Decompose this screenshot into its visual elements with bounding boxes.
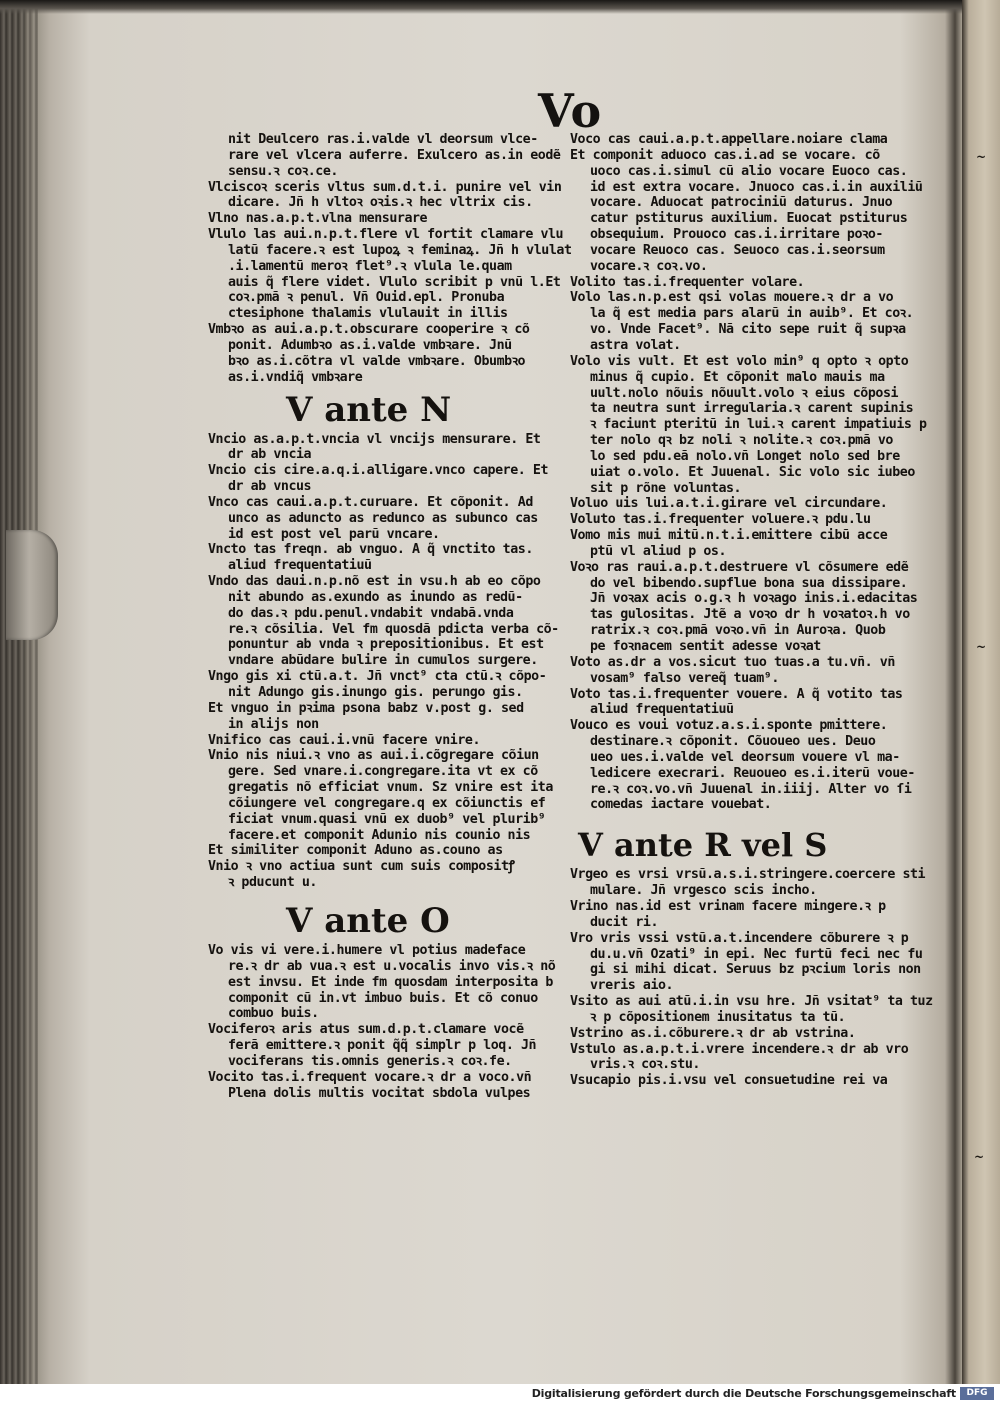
- text-line: tas gulositas. Jtẽ a voꝛo dr h voꝛatoꝛ.h vo: [590, 607, 910, 623]
- section-heading-v-ante-n: V ante N: [286, 389, 452, 430]
- text-line: nit Deulcero ras.i.valde vl deorsum vlce-: [228, 132, 538, 147]
- text-line: nit abundo as.exundo as inundo as redũ-: [228, 589, 523, 605]
- text-line: Et similiter componit Aduno as.couno as: [208, 843, 503, 859]
- left-block-3: [208, 942, 566, 1101]
- text-line: ponuntur ab vnda ꝛ prepositionibus. Et est: [228, 637, 544, 653]
- text-line: Voꝛo ras raui.a.p.t.destruere vl cõsumere edẽ: [570, 559, 909, 575]
- text-line: do vel bibendo.supflue bona sua dissipare.: [590, 575, 908, 591]
- text-line: id est extra vocare. Jnuoco cas.i.in auxiliũ: [590, 179, 923, 195]
- text-line: ꝛ faciunt pteritũ in lui.ꝛ carent impatiuis p: [590, 417, 927, 433]
- text-line: ter nolo qꝛ bz noli ꝛ nolite.ꝛ coꝛ.pmã vo: [590, 433, 893, 449]
- text-line: Vomo mis mui mitũ.n.t.i.emittere cibũ acce: [570, 528, 888, 544]
- text-line: Vncio as.a.p.t.vncia vl vncijs mensurare. Et: [208, 431, 541, 447]
- text-line: Vngo gis xi ctũ.a.t. Jñ vnct⁹ cta ctũ.ꝛ cõpo-: [208, 669, 547, 685]
- text-line: Vnio ꝛ vno actiua sunt cum suis compositꝭ: [208, 859, 515, 875]
- text-line: Vlno nas.a.p.t.vlna mensurare: [208, 211, 428, 227]
- text-line: id est post vel parũ vncare.: [228, 526, 440, 542]
- footer-bar: [0, 1384, 1000, 1404]
- text-line: vocare Reuoco cas. Seuoco cas.i.seorsum: [590, 242, 885, 258]
- text-line: Vo vis vi vere.i.humere vl potius madeface: [208, 942, 526, 958]
- text-line: vreris aio.: [590, 978, 674, 994]
- text-line: Et vnguo in pꝛima psona babz v.post g. sed: [208, 700, 524, 716]
- text-line: Voluto tas.i.frequenter voluere.ꝛ pdu.lu: [570, 512, 871, 528]
- text-line: uult.nolo nõuis nõuult.volo ꝛ eius cõposi: [590, 385, 899, 401]
- text-line: ficiat vnum.quasi vnũ ex duob⁹ vel plurib⁹: [228, 811, 546, 827]
- text-line: Vnifico cas caui.i.vnũ facere vnire.: [208, 732, 480, 748]
- text-line: gere. Sed vnare.i.congregare.ita vt ex cõ: [228, 764, 538, 780]
- text-line: la q̃ est media pars alarũ in auib⁹. Et coꝛ.: [590, 306, 914, 322]
- text-line: Voco cas caui.a.p.t.appellare.noiare clama: [570, 132, 888, 147]
- text-line: vo. Vnde Facet⁹. Nã cito sepe ruit q̃ supꝛa: [590, 322, 906, 338]
- text-line: ponit. Adumbꝛo as.i.valde vmbꝛare. Jnũ: [228, 337, 512, 353]
- text-line: obsequium. Prouoco cas.i.irritare poꝛo-: [590, 227, 883, 243]
- text-line: vndare abũdare bulire in cumulos surgere.: [228, 653, 538, 669]
- text-line: Jñ voꝛax acis o.g.ꝛ h voꝛago inis.i.edacitas: [590, 591, 918, 607]
- text-line: comedas iactare vouebat.: [590, 797, 772, 813]
- text-line: mulare. Jñ vrgesco scis incho.: [590, 883, 817, 899]
- right-column: [570, 132, 933, 1089]
- text-line: ctesiphone thalamis vlulauit in illis: [228, 306, 508, 322]
- text-line: Voluo uis lui.a.t.i.girare vel circundare.: [570, 496, 888, 512]
- text-line: gregatis nõ efficiat vnum. Sz vnire est ita: [228, 780, 553, 796]
- text-line: coꝛ.pmã ꝛ penul. Vñ Ouid.epl. Pronuba: [228, 290, 505, 306]
- text-line: dr ab vncus: [228, 479, 312, 495]
- text-line: Vrino nas.id est vrinam facere mingere.ꝛ p: [570, 898, 886, 914]
- section-heading-v-ante-r-vel-s: V ante R vel S: [578, 826, 828, 865]
- text-line: Volo vis vult. Et est volo min⁹ q opto ꝛ opto: [570, 353, 909, 369]
- text-line: Vncio cis cire.a.q.i.alligare.vnco capere. Et: [208, 463, 548, 479]
- text-line: ledicere execrari. Reuoueo es.i.iterũ voue-: [590, 765, 915, 781]
- text-line: Voto tas.i.frequenter vouere. A q̃ votito tas: [570, 686, 903, 702]
- text-line: vocare.ꝛ coꝛ.vo.: [590, 258, 708, 274]
- text-line: vociferans tis.omnis generis.ꝛ coꝛ.fe.: [228, 1053, 512, 1069]
- text-line: vris.ꝛ coꝛ.stu.: [590, 1057, 700, 1073]
- text-line: sensu.ꝛ coꝛ.ce.: [228, 163, 338, 179]
- text-line: Vlulo las aui.n.p.t.flere vl fortit clamare vlu: [208, 227, 564, 243]
- scan-top-shadow: [0, 0, 1000, 14]
- right-block-1: [570, 132, 928, 813]
- text-line: Vlciscoꝛ sceris vltus sum.d.t.i. punire vel vin: [208, 179, 562, 195]
- running-head: Vo: [538, 84, 603, 138]
- text-line: minus q̃ cupio. Et cõponit malo mauis ma: [590, 369, 885, 385]
- footer-credit: Digitalisierung gefördert durch die Deutsche Forschungsgemeinschaft: [531, 1387, 956, 1400]
- text-line: Vsucapio pis.i.vsu vel consuetudine rei va: [570, 1073, 888, 1089]
- text-line: auis q̃ flere videt. Vlulo scribit p vnũ l.Et: [228, 274, 561, 290]
- text-line: nit Adungo gis.inungo gis. perungo gis.: [228, 685, 523, 700]
- text-line: Et componit aduoco cas.i.ad se vocare. cõ: [570, 147, 880, 163]
- text-line: Vrgeo es vrsi vrsũ.a.s.i.stringere.coercere sti: [570, 867, 926, 883]
- text-line: latũ facere.ꝛ est lupoꝝ ꝛ feminaꝝ. Jñ h vlulat: [228, 242, 572, 258]
- text-line: ferã emittere.ꝛ ponit q̃q̃ simplr p loq. Jñ: [228, 1038, 537, 1054]
- text-line: re.ꝛ cõsilia. Vel fm quosdã pdicta verba cõ-: [228, 621, 559, 637]
- text-line: astra volat.: [590, 337, 681, 353]
- text-line: .i.lamentũ meroꝛ flet⁹.ꝛ vlula le.quam: [228, 258, 512, 274]
- left-column: [208, 132, 572, 1101]
- book-page: [40, 22, 956, 1372]
- text-line: Vocito tas.i.frequent vocare.ꝛ dr a voco.vñ: [208, 1069, 532, 1085]
- left-block-2: [208, 431, 566, 891]
- text-line: Vsito as aui atũ.i.in vsu hre. Jñ vsitat⁹ ta tuz: [570, 994, 933, 1010]
- text-line: pe foꝛnacem sentit adesse voꝛat: [590, 639, 821, 654]
- text-line: Vmbꝛo as aui.a.p.t.obscurare cooperire ꝛ cõ: [208, 322, 530, 338]
- text-line: dr ab vncia: [228, 447, 312, 463]
- text-line: Volito tas.i.frequenter volare.: [570, 274, 805, 290]
- text-line: componit cũ in.vt imbuo buis. Et cõ conuo: [228, 990, 538, 1006]
- adjacent-page-edge: ~ ~ ~: [962, 0, 1000, 1384]
- text-line: ꝛ p cõpositionem inusitatus ta tũ.: [590, 1009, 846, 1025]
- text-line: Vnio nis niui.ꝛ vno as aui.i.cõgregare cõiun: [208, 748, 539, 764]
- text-line: Volo las.n.p.est qsi volas mouere.ꝛ dr a vo: [570, 290, 894, 306]
- text-line: vosam⁹ falso vereq̃ tuam⁹.: [590, 670, 779, 686]
- text-line: ratrix.ꝛ coꝛ.pmã voꝛo.vñ in Auroꝛa. Quob: [590, 623, 886, 639]
- page-edge-stack: [0, 0, 38, 1384]
- text-line: est invsu. Et inde fm quosdam interposita b: [228, 974, 553, 990]
- dfg-logo: DFG: [960, 1387, 994, 1400]
- section-heading-v-ante-o: V ante O: [286, 900, 450, 941]
- text-line: aliud frequentatiuũ: [228, 558, 372, 574]
- text-line: Vncto tas freqn. ab vnguo. A q̃ vnctito tas.: [208, 542, 533, 558]
- text-line: Vnco cas caui.a.p.t.curuare. Et cõponit. Ad: [208, 494, 533, 510]
- text-line: ducit ri.: [590, 914, 658, 930]
- right-block-2: [570, 867, 933, 1089]
- text-line: cõiungere vel congregare.q ex cõiunctis ef: [228, 795, 546, 811]
- text-line: Vstulo as.a.p.t.i.vrere incendere.ꝛ dr ab vro: [570, 1041, 909, 1057]
- text-line: ꝛ pducunt u.: [228, 875, 317, 891]
- text-line: unco as aduncto as redunco as subunco cas: [228, 510, 538, 526]
- left-block-1: [208, 132, 572, 386]
- text-line: gi si mihi dicat. Seruus bz pꝛcium loris non: [590, 962, 921, 978]
- text-line: uiat o.volo. Et Juuenal. Sic volo sic iubeo: [590, 464, 915, 480]
- text-line: Plena dolis multis vocitat sbdola vulpes: [228, 1085, 531, 1101]
- text-line: Vstrino as.i.cõburere.ꝛ dr ab vstrina.: [570, 1025, 856, 1041]
- text-line: uoco cas.i.simul cũ alio vocare Euoco cas.: [590, 163, 908, 179]
- text-line: Vociferoꝛ aris atus sum.d.p.t.clamare vocẽ: [208, 1022, 524, 1038]
- text-line: aliud frequentatiuũ: [590, 702, 734, 718]
- text-line: vocare. Aduocat patrociniũ daturus. Jnuo: [590, 195, 893, 211]
- text-line: in alijs non: [228, 716, 319, 732]
- text-line: as.i.vndiq̃ vmbꝛare: [228, 369, 363, 385]
- text-line: combuo buis.: [228, 1006, 319, 1022]
- text-line: re.ꝛ dr ab vua.ꝛ est u.vocalis invo vis.ꝛ nõ: [228, 958, 556, 974]
- text-line: Vndo das daui.n.p.nõ est in vsu.h ab eo cõpo: [208, 574, 541, 590]
- text-line: ta neutra sunt irregularia.ꝛ carent supinis: [590, 401, 914, 417]
- text-line: facere.et componit Adunio nis counio nis: [228, 827, 531, 843]
- text-line: do das.ꝛ pdu.penul.vndabit vndabã.vnda: [228, 605, 514, 621]
- text-line: Voto as.dr a vos.sicut tuo tuas.a tu.vñ. vñ: [570, 654, 895, 670]
- text-line: Vouco es voui votuz.a.s.i.sponte pmittere.: [570, 718, 888, 734]
- text-line: rare vel vlcera auferre. Exulcero as.in eodẽ: [228, 147, 561, 163]
- text-line: du.u.vñ Ozati⁹ in epi. Nec furtũ feci nec fu: [590, 946, 923, 962]
- text-line: ueo ues.i.valde vel deorsum vouere vl ma-: [590, 749, 900, 765]
- text-line: lo sed pdu.eã nolo.vñ Longet nolo sed bre: [590, 448, 900, 464]
- text-line: bꝛo as.i.cõtra vl valde vmbꝛare. Obumbꝛo: [228, 353, 526, 369]
- text-line: destinare.ꝛ cõponit. Cõuoueo ues. Deuo: [590, 734, 876, 750]
- text-line: dicare. Jñ h vltoꝛ oꝛis.ꝛ hec vltrix cis.: [228, 195, 533, 211]
- text-line: sit p rõne voluntas.: [590, 480, 742, 496]
- text-line: ptũ vl aliud p os.: [590, 543, 726, 559]
- text-line: catur pstiturus auxilium. Euocat pstiturus: [590, 211, 908, 227]
- text-line: Vro vris vssi vstũ.a.t.incendere cõburere ꝛ p: [570, 930, 909, 946]
- text-line: re.ꝛ coꝛ.vo.vñ Juuenal in.iiij. Alter vo ſi: [590, 781, 912, 797]
